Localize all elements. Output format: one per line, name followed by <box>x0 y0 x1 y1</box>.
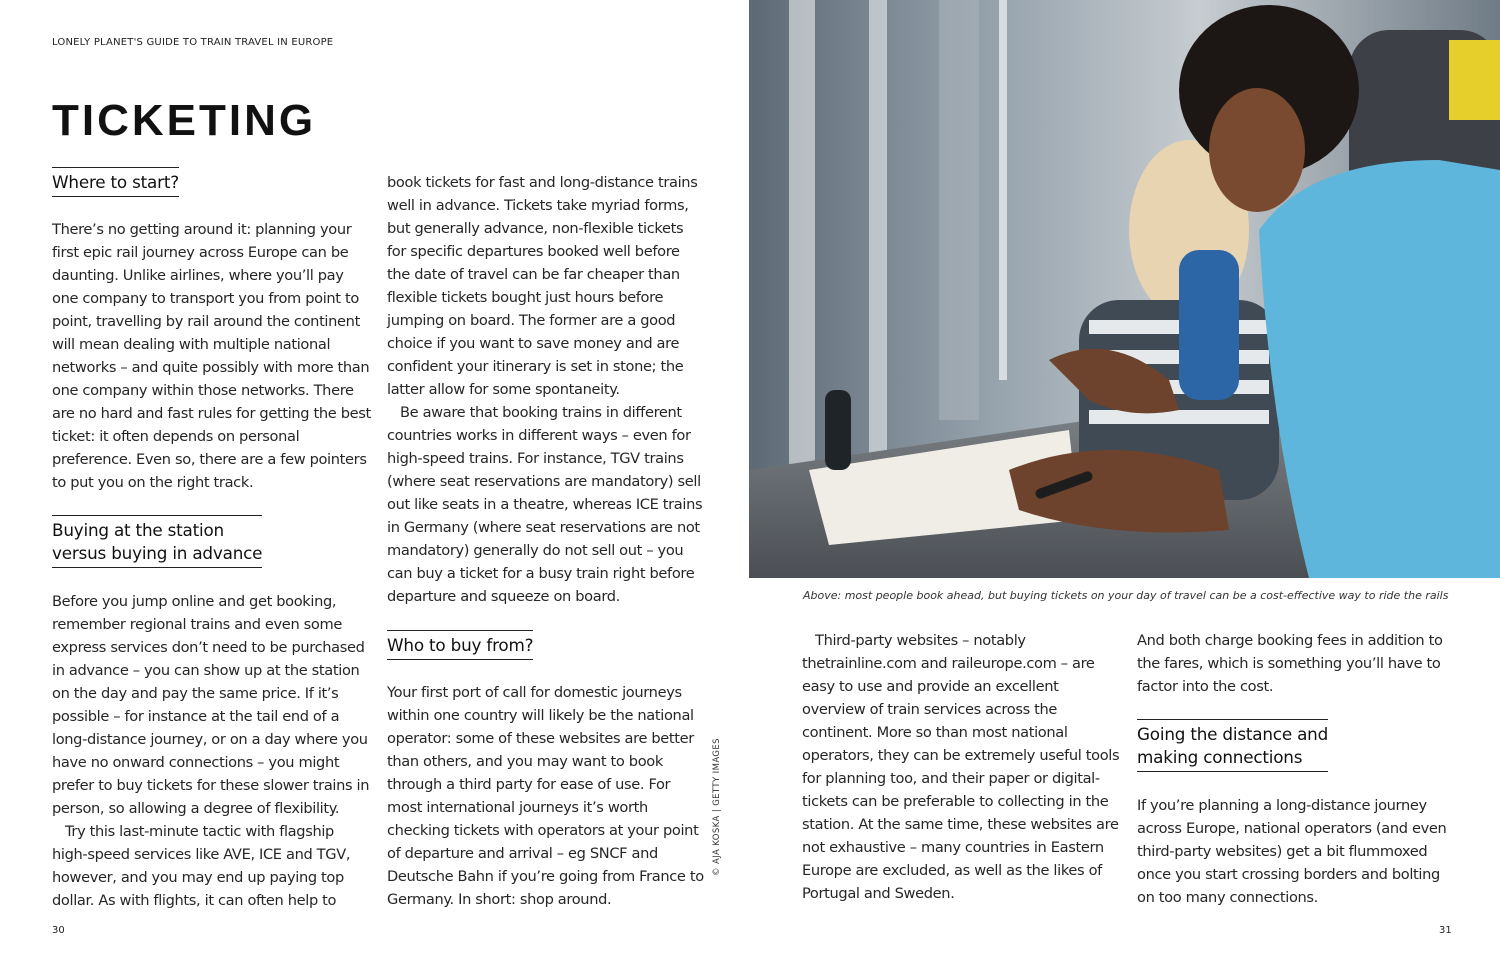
heading-buying-at-station <box>52 515 262 568</box>
page-number-right: 31 <box>1439 925 1452 936</box>
paragraph: Your first port of call for domestic journeys within one country will likely be the national operator: some of these websites are better than others, and you may want to book through a third party for ease of use. For most international journeys it’s worth checking tickets with operators at your point of departure and arrival – eg SNCF and Deutsche Bahn if you’re going from France to Germany. In short: shop around. <box>387 684 704 908</box>
paragraph: Try this last-minute tactic with flagship high-speed services like AVE, ICE and TGV, however, and you may end up paying top dollar. As with flights, it can often help to <box>52 823 351 909</box>
paragraph: And both charge booking fees in addition to the fares, which is something you’ll have to factor into the cost. <box>1137 632 1443 695</box>
paragraph: There’s no getting around it: planning your first epic rail journey across Europe can be daunting. Unlike airlines, where you’ll pay one company to transport you from point to point, travelling by rail around the continent will mean dealing with multiple national networks – and quite possibly with more than one company within those networks. There are no hard and fast rules for getting the best ticket: it often depends on personal preference. Even so, there are a few pointers to put you on the right track. <box>52 221 371 491</box>
column-3 <box>802 629 1120 905</box>
column-2 <box>387 171 705 911</box>
running-head: LONELY PLANET'S GUIDE TO TRAIN TRAVEL IN EUROPE <box>52 37 334 48</box>
heading-line-2: making connections <box>1137 747 1303 767</box>
column-4 <box>1137 629 1457 909</box>
photo-ticket-counter <box>749 0 1500 578</box>
paragraph: Third-party websites – notably thetrainline.com and raileurope.com – are easy to use and provide an excellent overview of train services across the continent. More so than most national operators, they can be extremely useful tools for planning too, and their paper or digital-tickets can be preferable to collecting in the station. At the same time, these websites are not exhaustive – many countries in Eastern Europe are excluded, as well as the likes of Portugal and Sweden. <box>802 632 1120 902</box>
paragraph: book tickets for fast and long-distance trains well in advance. Tickets take myriad forms, but generally advance, non-flexible tickets for specific departures booked well before the date of travel can be far cheaper than flexible tickets bought just hours before jumping on board. The former are a good choice if you want to save money and are confident your itinerary is set in stone; the latter allow for some spontaneity. <box>387 174 698 398</box>
photo-caption: Above: most people book ahead, but buying tickets on your day of travel can be a cost-effective way to ride the rails <box>803 589 1449 602</box>
page-title: TICKETING <box>52 96 317 145</box>
page-number-left: 30 <box>52 925 65 936</box>
heading-text: Where to start? <box>52 172 179 192</box>
paragraph: If you’re planning a long-distance journey across Europe, national operators (and even third-party websites) get a bit flummoxed once you start crossing borders and bolting on too many connections. <box>1137 797 1447 906</box>
heading-text: Who to buy from? <box>387 635 534 655</box>
photo-credit: © AJA KOSKA | GETTY IMAGES <box>712 738 722 876</box>
column-1 <box>52 167 372 912</box>
paragraph: Before you jump online and get booking, remember regional trains and even some express services don’t need to be purchased in advance – you can show up at the station on the day and pay the same price. If it’s possible – for instance at the tail end of a long-distance journey, or on a day where you have no onward connections – you might prefer to buy tickets for these slower trains in person, so allowing a degree of flexibility. <box>52 593 370 817</box>
heading-line-1: Buying at the station <box>52 520 224 540</box>
photo-illustration <box>749 0 1500 578</box>
heading-line-1: Going the distance and <box>1137 724 1329 744</box>
paragraph: Be aware that booking trains in different countries works in different ways – even for high-speed trains. For instance, TGV trains (where seat reservations are mandatory) sell out like seats in a theatre, whereas ICE trains in Germany (where seat reservations are not mandatory) generally do not sell out – you can buy a ticket for a busy train right before departure and squeeze on board. <box>387 404 703 605</box>
heading-line-2: versus buying in advance <box>52 543 263 563</box>
heading-where-to-start <box>52 167 179 197</box>
heading-who-to-buy-from <box>387 630 533 660</box>
heading-going-the-distance <box>1137 719 1328 772</box>
